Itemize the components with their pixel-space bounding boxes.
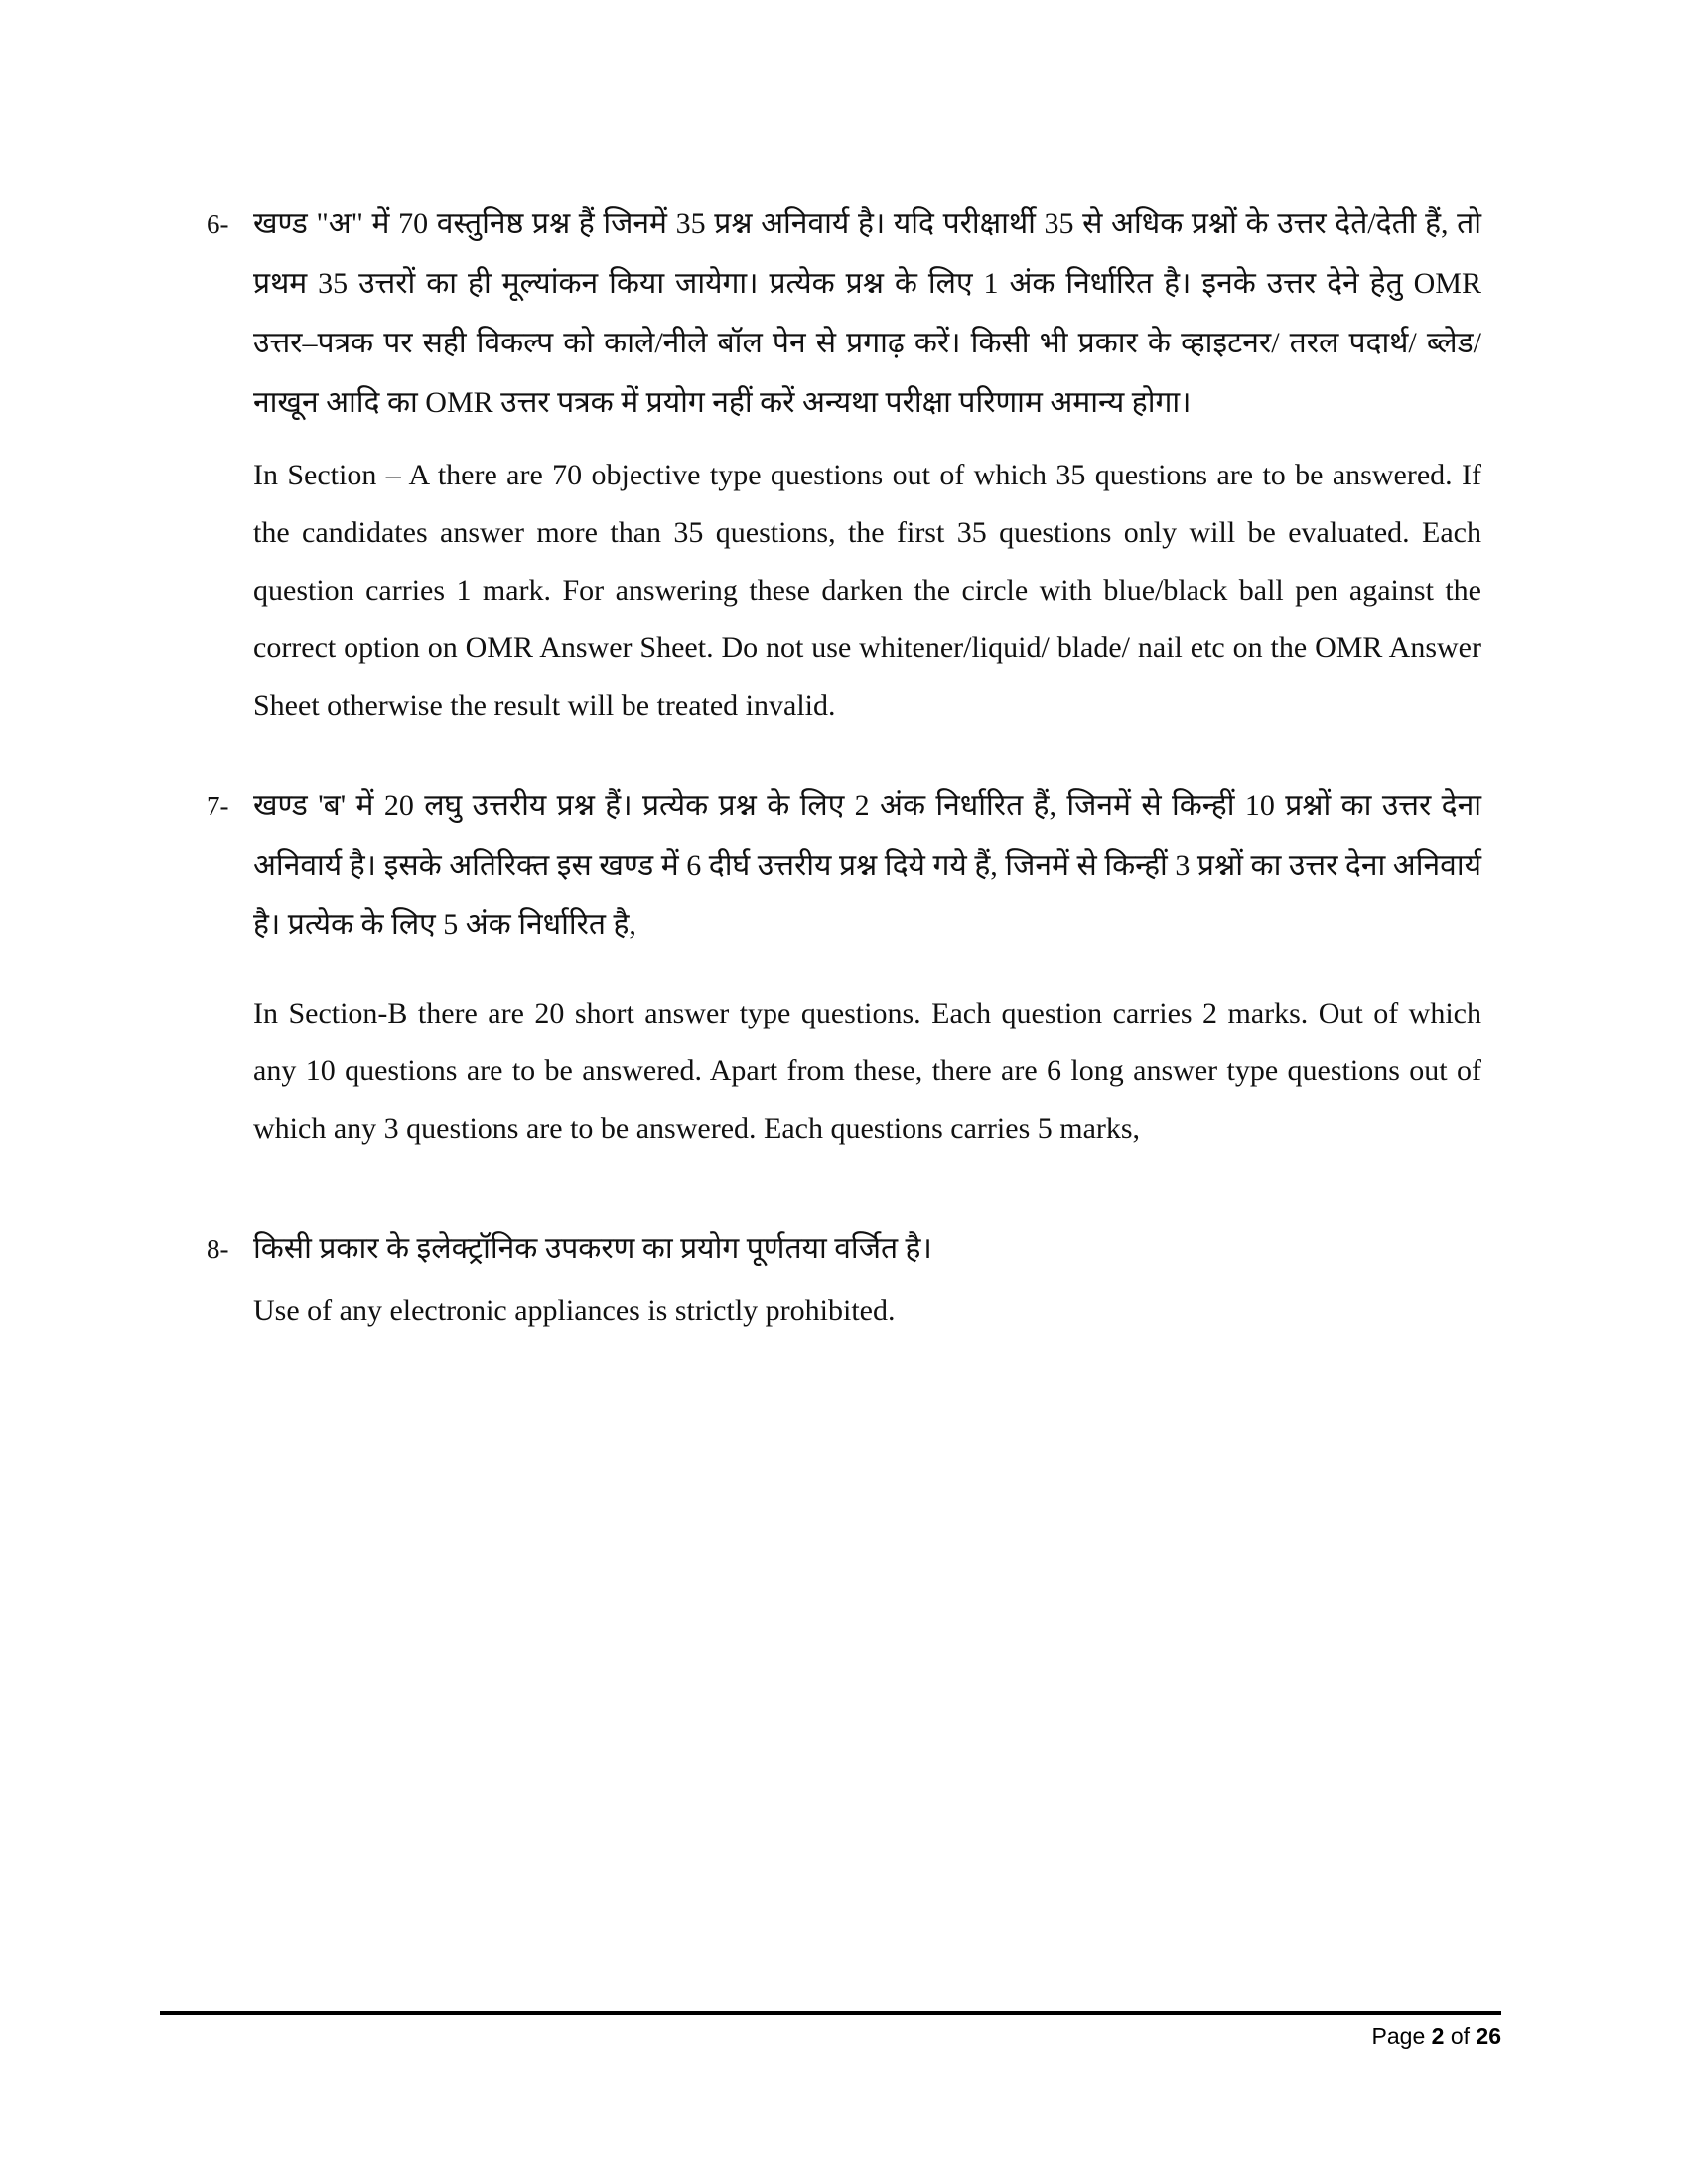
item-8-body (253, 1219, 1481, 1340)
instruction-item-6 (207, 195, 1481, 735)
item-7-body (253, 776, 1481, 1158)
page-footer (160, 2011, 1501, 2050)
item-8-hindi-text: किसी प्रकार के इलेक्ट्रॉनिक उपकरण का प्रयोग पूर्णतया वर्जित है। (253, 1232, 932, 1265)
footer-page-number: 2 (1431, 2023, 1445, 2049)
item-6-hindi-text: खण्ड "अ" में 70 वस्तुनिष्ठ प्रश्न हैं जिनमें 35 प्रश्न अनिवार्य है। यदि परीक्षार्थी 35 से अधिक प्रश्नों के उत्तर देते/देती हैं, तो प्रथम 35 उत्तरों का ही मूल्यांकन किया जायेगा। प्रत्येक प्रश्न के लिए 1 अंक निर्धारित है। इनके उत्तर देने हेतु OMR उत्तर–पत्रक पर सही विकल्प को काले/नीले बॉल पेन से प्रगाढ़ करें। किसी भी प्रकार के व्हाइटनर/ तरल पदार्थ/ ब्लेड/नाखून आदि का OMR उत्तर पत्रक में प्रयोग नहीं करें अन्यथा परीक्षा परिणाम अमान्य होगा। (253, 207, 1481, 419)
instruction-item-8 (207, 1219, 1481, 1340)
instruction-item-7 (207, 776, 1481, 1158)
item-6-english-text: In Section – A there are 70 objective type questions out of which 35 questions are to be answered. If the candidates answer more than 35 questions, the first 35 questions only will be evaluated. Each question carries 1 mark. For answering these darken the circle with blue/black ball pen against the correct option on OMR Answer Sheet. Do not use whitener/liquid/ blade/ nail etc on the OMR Answer Sheet otherwise the result will be treated invalid. (253, 459, 1481, 722)
item-7-number: 7- (207, 791, 229, 821)
item-6-body (253, 195, 1481, 735)
item-8-number: 8- (207, 1234, 229, 1264)
footer-of-word: of (1450, 2023, 1471, 2049)
instructions-list (207, 195, 1481, 1340)
item-7-hindi-text: खण्ड 'ब' में 20 लघु उत्तरीय प्रश्न हैं। प्रत्येक प्रश्न के लिए 2 अंक निर्धारित हैं, जिनमें से किन्हीं 10 प्रश्नों का उत्तर देना अनिवार्य है। इसके अतिरिक्त इस खण्ड में 6 दीर्घ उत्तरीय प्रश्न दिये गये हैं, जिनमें से किन्हीं 3 प्रश्नों का उत्तर देना अनिवार्य है। प्रत्येक के लिए 5 अंक निर्धारित है, (253, 789, 1481, 941)
footer-divider-line (160, 2011, 1501, 2015)
footer-page-word: Page (1371, 2023, 1426, 2049)
page-number-label (160, 2023, 1501, 2050)
item-6-number: 6- (207, 209, 229, 239)
item-7-english-text: In Section-B there are 20 short answer type questions. Each question carries 2 marks. Out of which any 10 questions are to be answered. Apart from these, there are 6 long answer type questions out of which any 3 questions are to be answered. Each questions carries 5 marks, (253, 997, 1481, 1145)
item-8-english-text: Use of any electronic appliances is strictly prohibited. (253, 1295, 896, 1327)
footer-total-pages: 26 (1476, 2023, 1501, 2049)
